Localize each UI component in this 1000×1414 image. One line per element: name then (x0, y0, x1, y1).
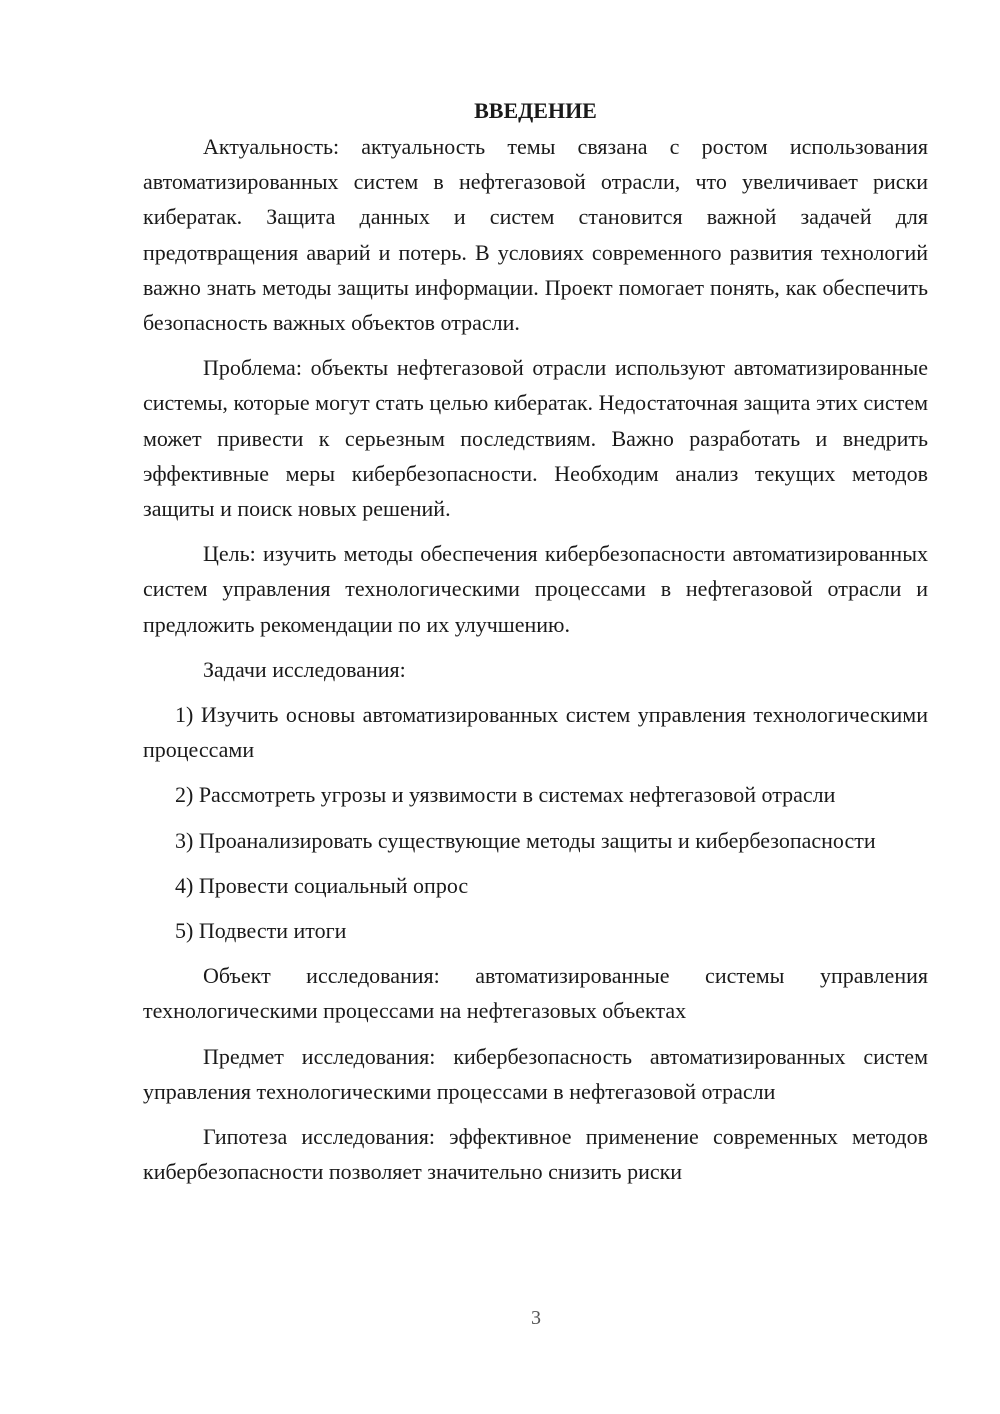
page-title: ВВЕДЕНИЕ (474, 98, 597, 123)
tasks-heading: Задачи исследования: (203, 656, 406, 682)
paragraph-object: Объект исследования: автоматизированные системы управления технологическими процессами на нефтегазовых объектах (143, 963, 928, 1024)
list-item: 2) Рассмотреть угрозы и уязвимости в системах нефтегазовой отрасли (175, 782, 836, 808)
paragraph-goal: Цель: изучить методы обеспечения кибербезопасности автоматизированных систем управления технологическими процессами в нефтегазовой отрасли и предложить рекомендации по их улучшению. (143, 541, 928, 637)
paragraph-problem: Проблема: объекты нефтегазовой отрасли используют автоматизированные системы, которые могут стать целью кибератак. Недостаточная защита этих систем может привести к серьезным последствиям. Важно разработать и внедрить эффективные меры кибербезопасности. Необходим анализ текущих методов защиты и поиск новых решений. (143, 355, 928, 522)
paragraph-subject: Предмет исследования: кибербезопасность автоматизированных систем управления технологическими процессами в нефтегазовой отрасли (143, 1043, 928, 1104)
page-number: 3 (531, 1307, 541, 1329)
list-item: 3) Проанализировать существующие методы защиты и кибербезопасности (175, 827, 876, 853)
list-item: 5) Подвести итоги (175, 918, 347, 944)
list-item: 4) Провести социальный опрос (175, 872, 469, 898)
tasks-list (143, 697, 928, 948)
list-item: 1) Изучить основы автоматизированных систем управления технологическими процессами (143, 702, 928, 763)
paragraph-hypothesis: Гипотеза исследования: эффективное применение современных методов кибербезопасности позволяет значительно снизить риски (143, 1124, 928, 1185)
paragraph-relevance: Актуальность: актуальность темы связана с ростом использования автоматизированных систем в нефтегазовой отрасли, что увеличивает риски кибератак. Защита данных и систем становится важной задачей для предотвращения аварий и потерь. В условиях современного развития технологий важно знать методы защиты информации. Проект помогает понять, как обеспечить безопасность важных объектов отрасли. (143, 134, 928, 336)
page-content (143, 96, 928, 1199)
